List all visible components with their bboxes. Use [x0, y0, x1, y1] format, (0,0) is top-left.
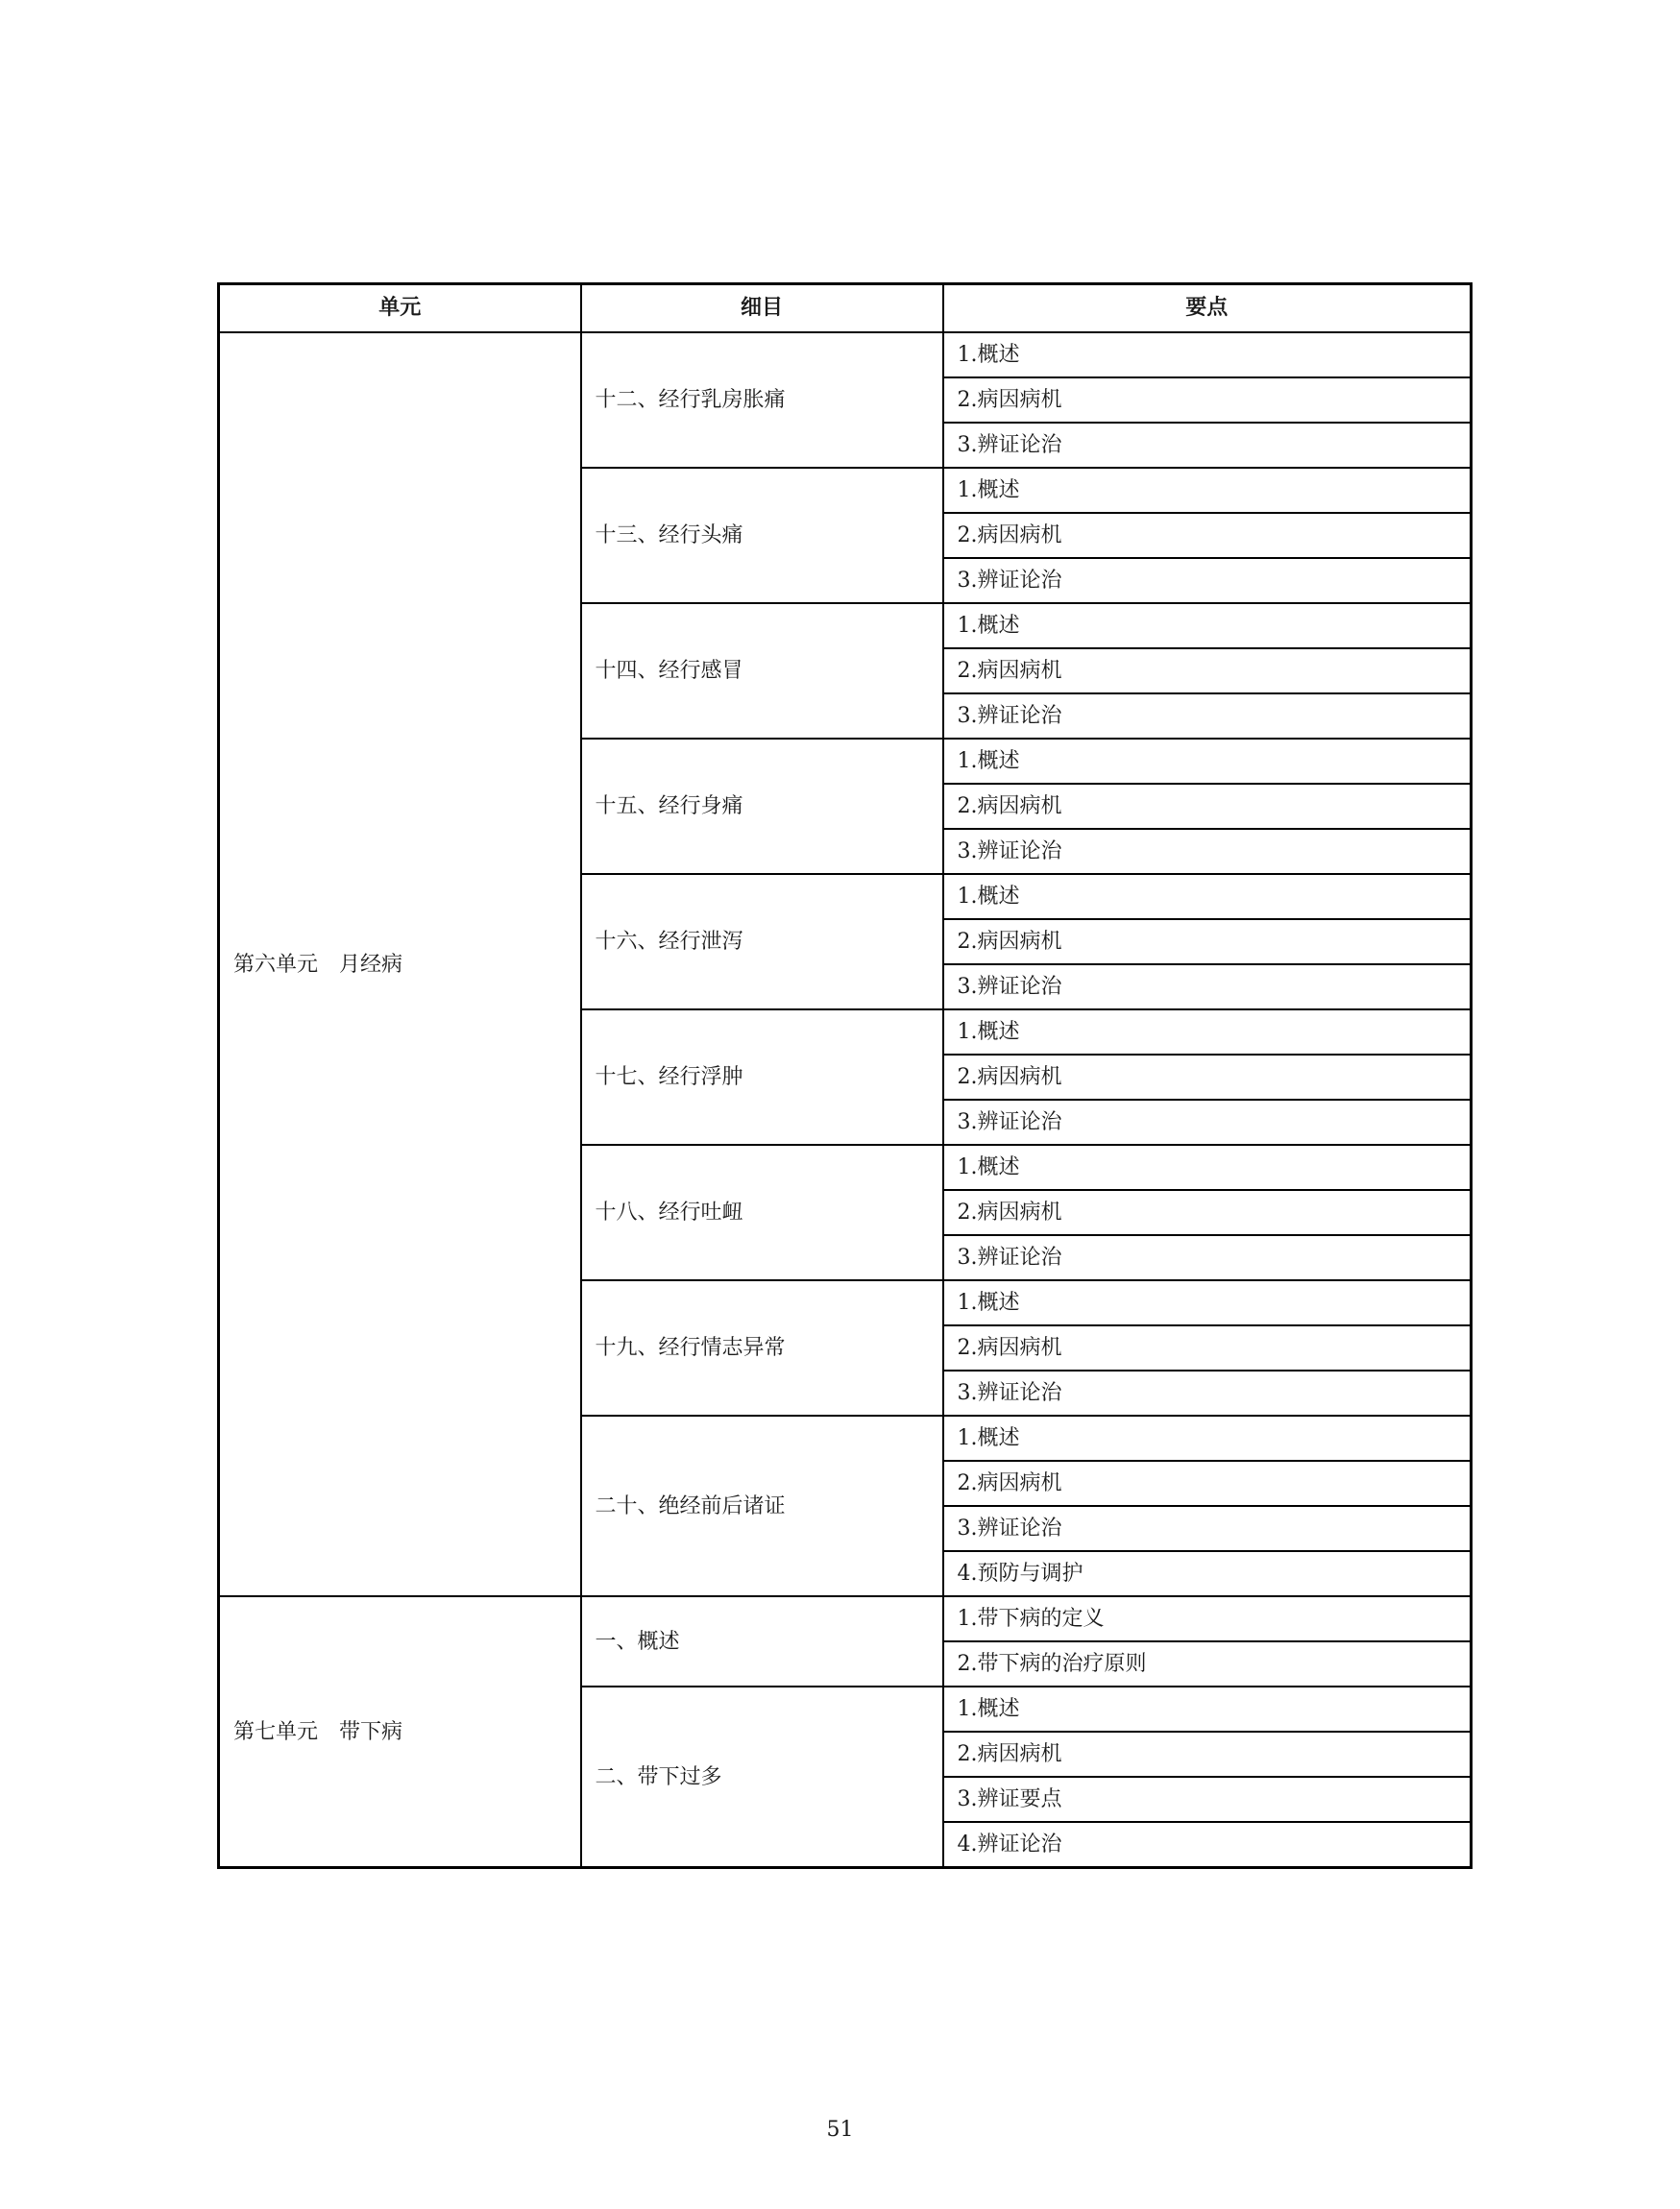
item-cell: 十八、经行吐衄	[581, 1145, 943, 1280]
point-cell: 4.预防与调护	[943, 1551, 1472, 1596]
point-cell: 3.辨证论治	[943, 558, 1472, 603]
item-cell: 十五、经行身痛	[581, 739, 943, 874]
point-cell: 2.病因病机	[943, 1055, 1472, 1100]
table-row	[219, 332, 1472, 377]
point-cell: 1.概述	[943, 1687, 1472, 1732]
point-cell: 3.辨证论治	[943, 423, 1472, 468]
item-cell: 十九、经行情志异常	[581, 1280, 943, 1416]
unit-cell: 第六单元 月经病	[219, 332, 581, 1596]
syllabus-table	[217, 282, 1473, 1869]
point-cell: 2.病因病机	[943, 1732, 1472, 1777]
point-cell: 1.带下病的定义	[943, 1596, 1472, 1641]
point-cell: 3.辨证论治	[943, 829, 1472, 874]
item-cell: 二、带下过多	[581, 1687, 943, 1868]
point-cell: 3.辨证论治	[943, 1506, 1472, 1551]
point-cell: 1.概述	[943, 603, 1472, 648]
point-cell: 3.辨证论治	[943, 964, 1472, 1009]
page-number: 51	[826, 2118, 854, 2142]
point-cell: 3.辨证论治	[943, 693, 1472, 739]
item-cell: 十六、经行泄泻	[581, 874, 943, 1009]
item-cell: 二十、绝经前后诸证	[581, 1416, 943, 1596]
point-cell: 2.病因病机	[943, 377, 1472, 423]
point-cell: 1.概述	[943, 1145, 1472, 1190]
point-cell: 4.辨证论治	[943, 1822, 1472, 1868]
point-cell: 3.辨证论治	[943, 1100, 1472, 1145]
point-cell: 1.概述	[943, 1009, 1472, 1055]
point-cell: 2.病因病机	[943, 1190, 1472, 1235]
item-cell: 十七、经行浮肿	[581, 1009, 943, 1145]
point-cell: 2.病因病机	[943, 784, 1472, 829]
point-cell: 3.辨证要点	[943, 1777, 1472, 1822]
point-cell: 1.概述	[943, 874, 1472, 919]
point-cell: 3.辨证论治	[943, 1235, 1472, 1280]
table-body	[219, 332, 1472, 1868]
point-cell: 1.概述	[943, 739, 1472, 784]
point-cell: 3.辨证论治	[943, 1371, 1472, 1416]
item-cell: 一、概述	[581, 1596, 943, 1687]
header-points: 要点	[943, 284, 1472, 333]
header-item: 细目	[581, 284, 943, 333]
point-cell: 2.病因病机	[943, 1325, 1472, 1371]
point-cell: 2.带下病的治疗原则	[943, 1641, 1472, 1687]
point-cell: 1.概述	[943, 332, 1472, 377]
point-cell: 1.概述	[943, 1416, 1472, 1461]
table-header-row	[219, 284, 1472, 333]
point-cell: 2.病因病机	[943, 513, 1472, 558]
point-cell: 2.病因病机	[943, 648, 1472, 693]
point-cell: 1.概述	[943, 1280, 1472, 1325]
item-cell: 十三、经行头痛	[581, 468, 943, 603]
unit-cell: 第七单元 带下病	[219, 1596, 581, 1868]
header-unit: 单元	[219, 284, 581, 333]
point-cell: 2.病因病机	[943, 1461, 1472, 1506]
item-cell: 十四、经行感冒	[581, 603, 943, 739]
point-cell: 2.病因病机	[943, 919, 1472, 964]
item-cell: 十二、经行乳房胀痛	[581, 332, 943, 468]
table-row	[219, 1596, 1472, 1641]
point-cell: 1.概述	[943, 468, 1472, 513]
